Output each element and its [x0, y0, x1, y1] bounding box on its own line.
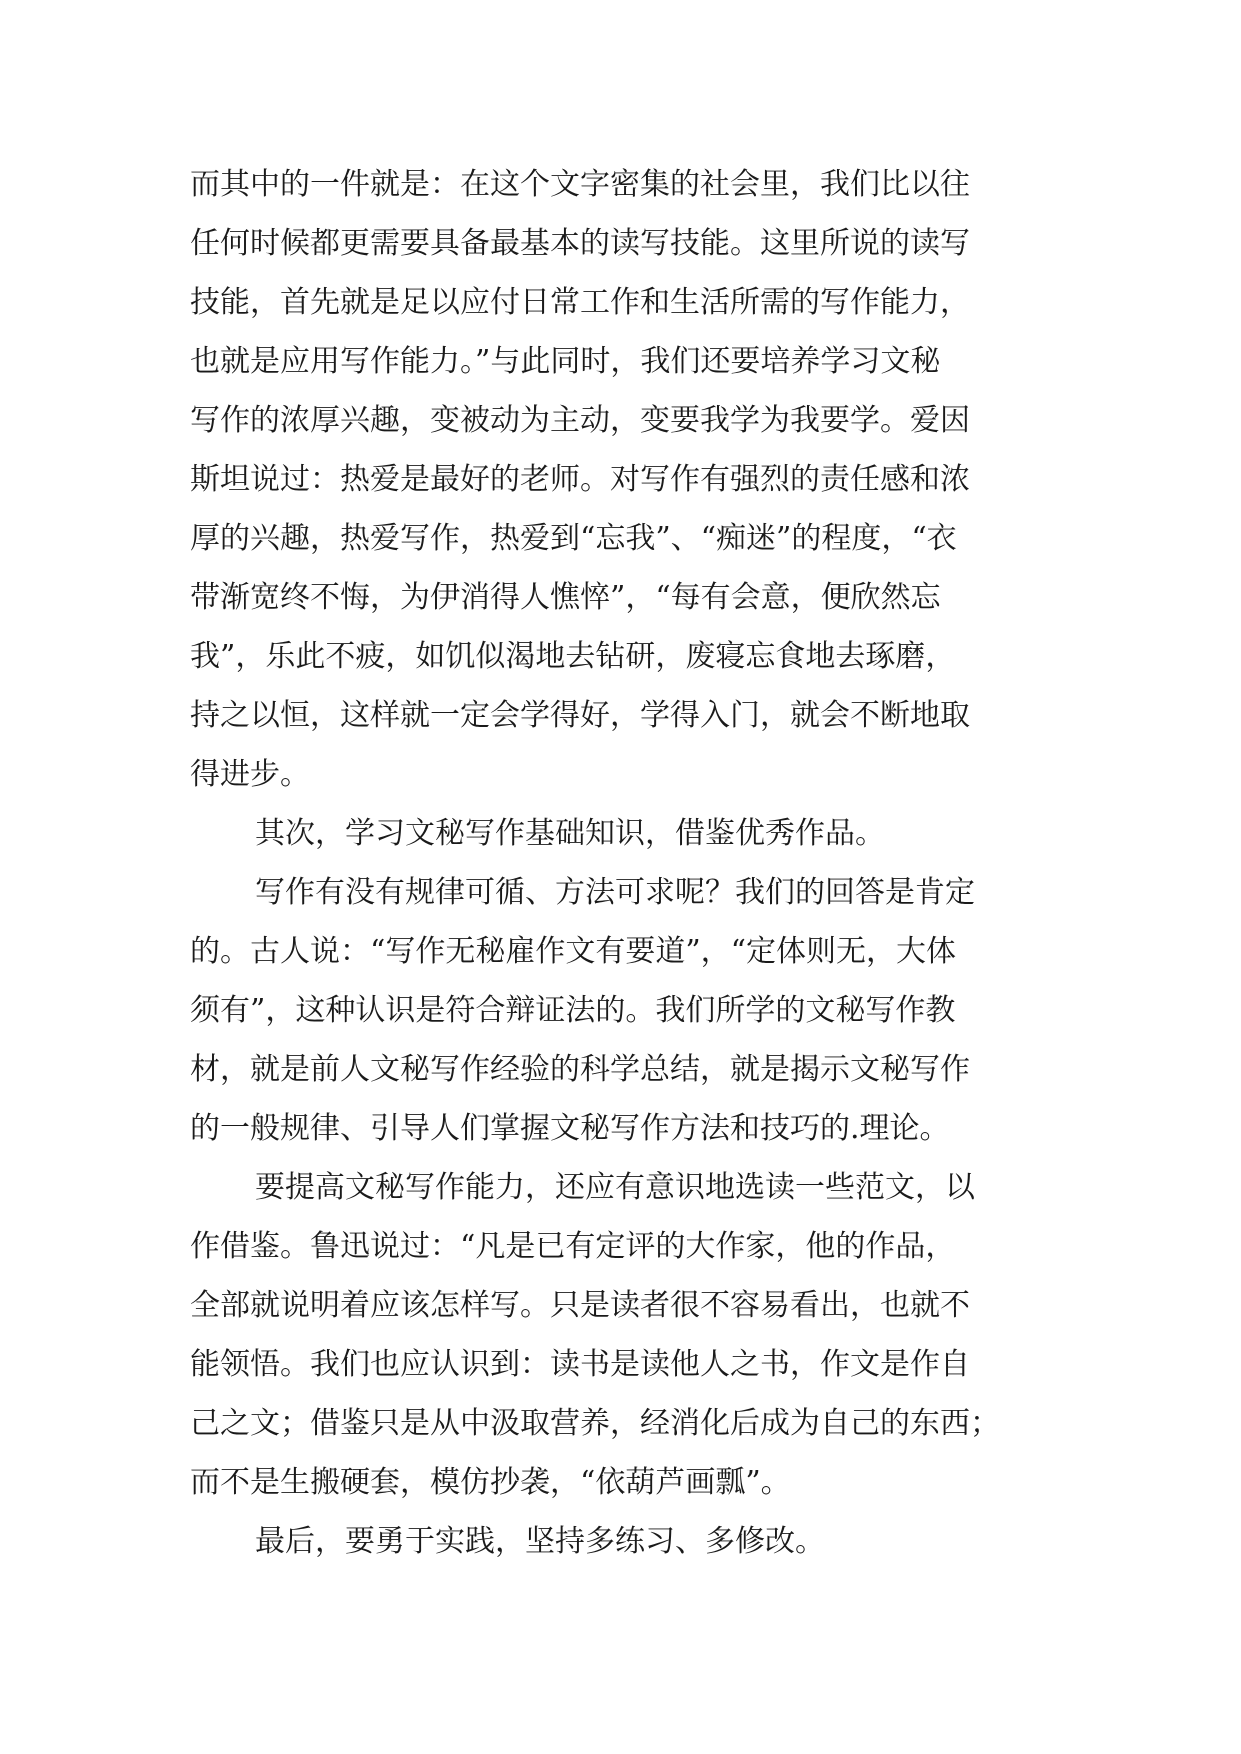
text-line: 的一般规律、引导人们掌握文秘写作方法和技巧的.理论。 [190, 1111, 950, 1146]
text-line: 的。古人说：“写作无秘雇作文有要道”，“定体则无，大体 [190, 934, 957, 969]
text-line: 材，就是前人文秘写作经验的科学总结，就是揭示文秘写作 [190, 1052, 970, 1087]
text-line: 写作的浓厚兴趣，变被动为主动，变要我学为我要学。爱因 [190, 403, 970, 438]
text-line: 也就是应用写作能力。”与此同时，我们还要培养学习文秘 [190, 344, 941, 379]
text-line: 带渐宽终不悔，为伊消得人憔悴”，“每有会意，便欣然忘 [190, 580, 941, 615]
text-line: 斯坦说过：热爱是最好的老师。对写作有强烈的责任感和浓 [190, 462, 970, 497]
text-line: 能领悟。我们也应认识到：读书是读他人之书，作文是作自 [190, 1347, 970, 1382]
text-line: 得进步。 [190, 757, 310, 792]
text-line: 持之以恒，这样就一定会学得好，学得入门，就会不断地取 [190, 698, 970, 733]
text-line: 任何时候都更需要具备最基本的读写技能。这里所说的读写 [190, 226, 970, 261]
text-line: 己之文；借鉴只是从中汲取营养，经消化后成为自己的东西； [190, 1406, 1000, 1441]
text-line: 须有”，这种认识是符合辩证法的。我们所学的文秘写作教 [190, 993, 956, 1028]
section-heading: 其次，学习文秘写作基础知识，借鉴优秀作品。 [255, 816, 885, 851]
text-line: 我”，乐此不疲，如饥似渴地去钻研，废寝忘食地去琢磨， [190, 639, 956, 674]
text-line: 要提高文秘写作能力，还应有意识地选读一些范文，以 [255, 1170, 975, 1205]
section-heading: 最后，要勇于实践，坚持多练习、多修改。 [255, 1524, 825, 1559]
text-line: 厚的兴趣，热爱写作，热爱到“忘我”、“痴迷”的程度，“衣 [190, 521, 957, 556]
text-line: 全部就说明着应该怎样写。只是读者很不容易看出，也就不 [190, 1288, 970, 1323]
text-line: 而其中的一件就是：在这个文字密集的社会里，我们比以往 [190, 167, 970, 202]
text-line: 而不是生搬硬套，模仿抄袭，“依葫芦画瓢”。 [190, 1465, 791, 1500]
text-line: 写作有没有规律可循、方法可求呢？我们的回答是肯定 [255, 875, 975, 910]
text-line: 作借鉴。鲁迅说过：“凡是已有定评的大作家，他的作品， [190, 1229, 956, 1264]
text-line: 技能，首先就是足以应付日常工作和生活所需的写作能力， [190, 285, 970, 320]
